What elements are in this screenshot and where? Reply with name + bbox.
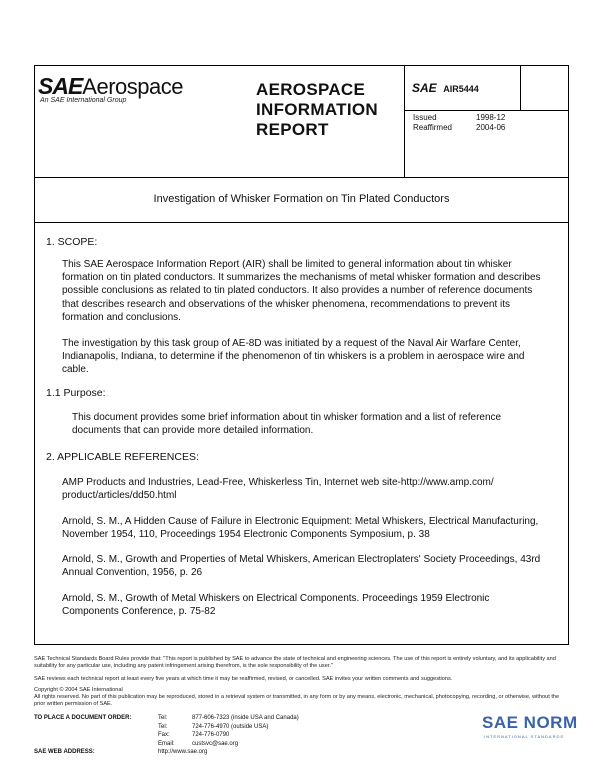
report-title bbox=[256, 80, 378, 140]
watermark-subtitle: INTERNATIONAL STANDARDS bbox=[484, 734, 565, 739]
logo-brand: SAE bbox=[38, 73, 83, 99]
scope-paragraph-2: The investigation by this task group of AE-8D was initiated by a request of the Naval Air Warfare Center, Indianapolis, Indiana, to determine if the phenomenon of tin whiskers is a problem in aerospace wire and cable. bbox=[62, 338, 525, 376]
reference-item-1: AMP Products and Industries, Lead-Free, Whiskerless Tin, Internet web site-http://www.amp.com/ product/articles/dd50.html bbox=[62, 477, 494, 502]
contact-value-fax: 724-776-0790 bbox=[192, 732, 230, 738]
doc-number bbox=[412, 81, 479, 95]
scope-paragraph-1: This SAE Aerospace Information Report (AIR) shall be limited to general information about tin whisker formation on tin plated conductors. It summarizes the mechanisms of metal whisker formation and describes possible conclusions as related to tin plated conductors. It also provides a number of reference documents that describes research and observations of the whisker phenomena, recommendations to prevent its formation and conclusions. bbox=[62, 259, 541, 323]
reference-item-3: Arnold, S. M., Growth and Properties of Metal Whiskers, American Electroplaters' Society Proceedings, 43rd Annual Convention, 1956, p. 26 bbox=[62, 554, 541, 579]
contact-label-fax: Fax: bbox=[158, 732, 170, 738]
footer-copyright: Copyright © 2004 SAE International bbox=[34, 687, 123, 693]
web-label: SAE WEB ADDRESS: bbox=[34, 749, 95, 755]
footer-review-note: SAE reviews each technical report at least every five years at which time it may be reaffirmed, revised, or cancelled. SAE invites your written comments and suggestions. bbox=[34, 676, 453, 682]
issued-value: 1998-12 bbox=[476, 113, 506, 122]
report-title-line-1: AEROSPACE bbox=[256, 80, 366, 99]
reference-item-4: Arnold, S. M., Growth of Metal Whiskers on Electrical Components. Proceedings 1959 Electronic Components Conference, p. 75-82 bbox=[62, 593, 490, 618]
docno-row-divider bbox=[404, 110, 569, 111]
web-address-link[interactable]: http://www.sae.org bbox=[158, 749, 208, 755]
docno-divider bbox=[404, 65, 405, 177]
watermark-brand: SAE NORM bbox=[482, 713, 578, 732]
doc-logo: SAE bbox=[412, 81, 437, 95]
report-title-line-2: INFORMATION bbox=[256, 100, 378, 119]
reference-item-2: Arnold, S. M., A Hidden Cause of Failure in Electronic Equipment: Metal Whiskers, Electrical Manufacturing, November 1954, 110, Proceedings 1954 Electronic Components Symposium, p. 38 bbox=[62, 516, 539, 541]
issued-label: Issued bbox=[413, 113, 437, 122]
scope-heading: 1. SCOPE: bbox=[46, 236, 98, 248]
references-heading: 2. APPLICABLE REFERENCES: bbox=[46, 451, 199, 463]
title-divider bbox=[34, 222, 569, 223]
reaffirmed-label: Reaffirmed bbox=[413, 123, 452, 132]
docno-cell-divider bbox=[520, 65, 521, 110]
document-title: Investigation of Whisker Formation on Tin Plated Conductors bbox=[153, 193, 450, 205]
logo-name: Aerospace bbox=[82, 74, 183, 99]
reaffirmed-value: 2004-06 bbox=[476, 123, 506, 132]
contact-label-tel-2: Tel: bbox=[158, 723, 168, 730]
report-title-line-3: REPORT bbox=[256, 120, 329, 139]
contact-value-tel-1: 877-606-7323 (inside USA and Canada) bbox=[192, 715, 299, 721]
purpose-paragraph: This document provides some brief information about tin whisker formation and a list of reference documents that can provide more detailed information. bbox=[72, 412, 502, 437]
purpose-heading: 1.1 Purpose: bbox=[46, 387, 106, 399]
header-divider bbox=[34, 177, 569, 178]
sae-aerospace-logo bbox=[38, 73, 183, 100]
contact-label-tel-1: Tel: bbox=[158, 715, 168, 721]
footer-rules-note: SAE Technical Standards Board Rules provide that: "This report is published by SAE to advance the state of technical and engineering sciences. The use of this report is entirely voluntary, and its applicability and suitability for any particular use, including any patent infringement arising therefrom, is the sole responsibility of the user." bbox=[34, 656, 556, 670]
doc-number-value: AIR5444 bbox=[443, 84, 479, 94]
sae-norm-watermark bbox=[482, 713, 578, 733]
contact-value-tel-2: 724-776-4970 (outside USA) bbox=[192, 723, 269, 730]
footer-rights: All rights reserved. No part of this publication may be reproduced, stored in a retrieval system or transmitted, in any form or by any means, electronic, mechanical, photocopying, recording, or otherwise, without the prior written permission of SAE. bbox=[34, 694, 560, 708]
contact-label-email: Email: bbox=[158, 740, 175, 747]
contact-value-email[interactable]: custsvc@sae.org bbox=[192, 740, 239, 747]
logo-tagline: An SAE International Group bbox=[40, 97, 127, 104]
order-label: TO PLACE A DOCUMENT ORDER: bbox=[34, 715, 132, 721]
